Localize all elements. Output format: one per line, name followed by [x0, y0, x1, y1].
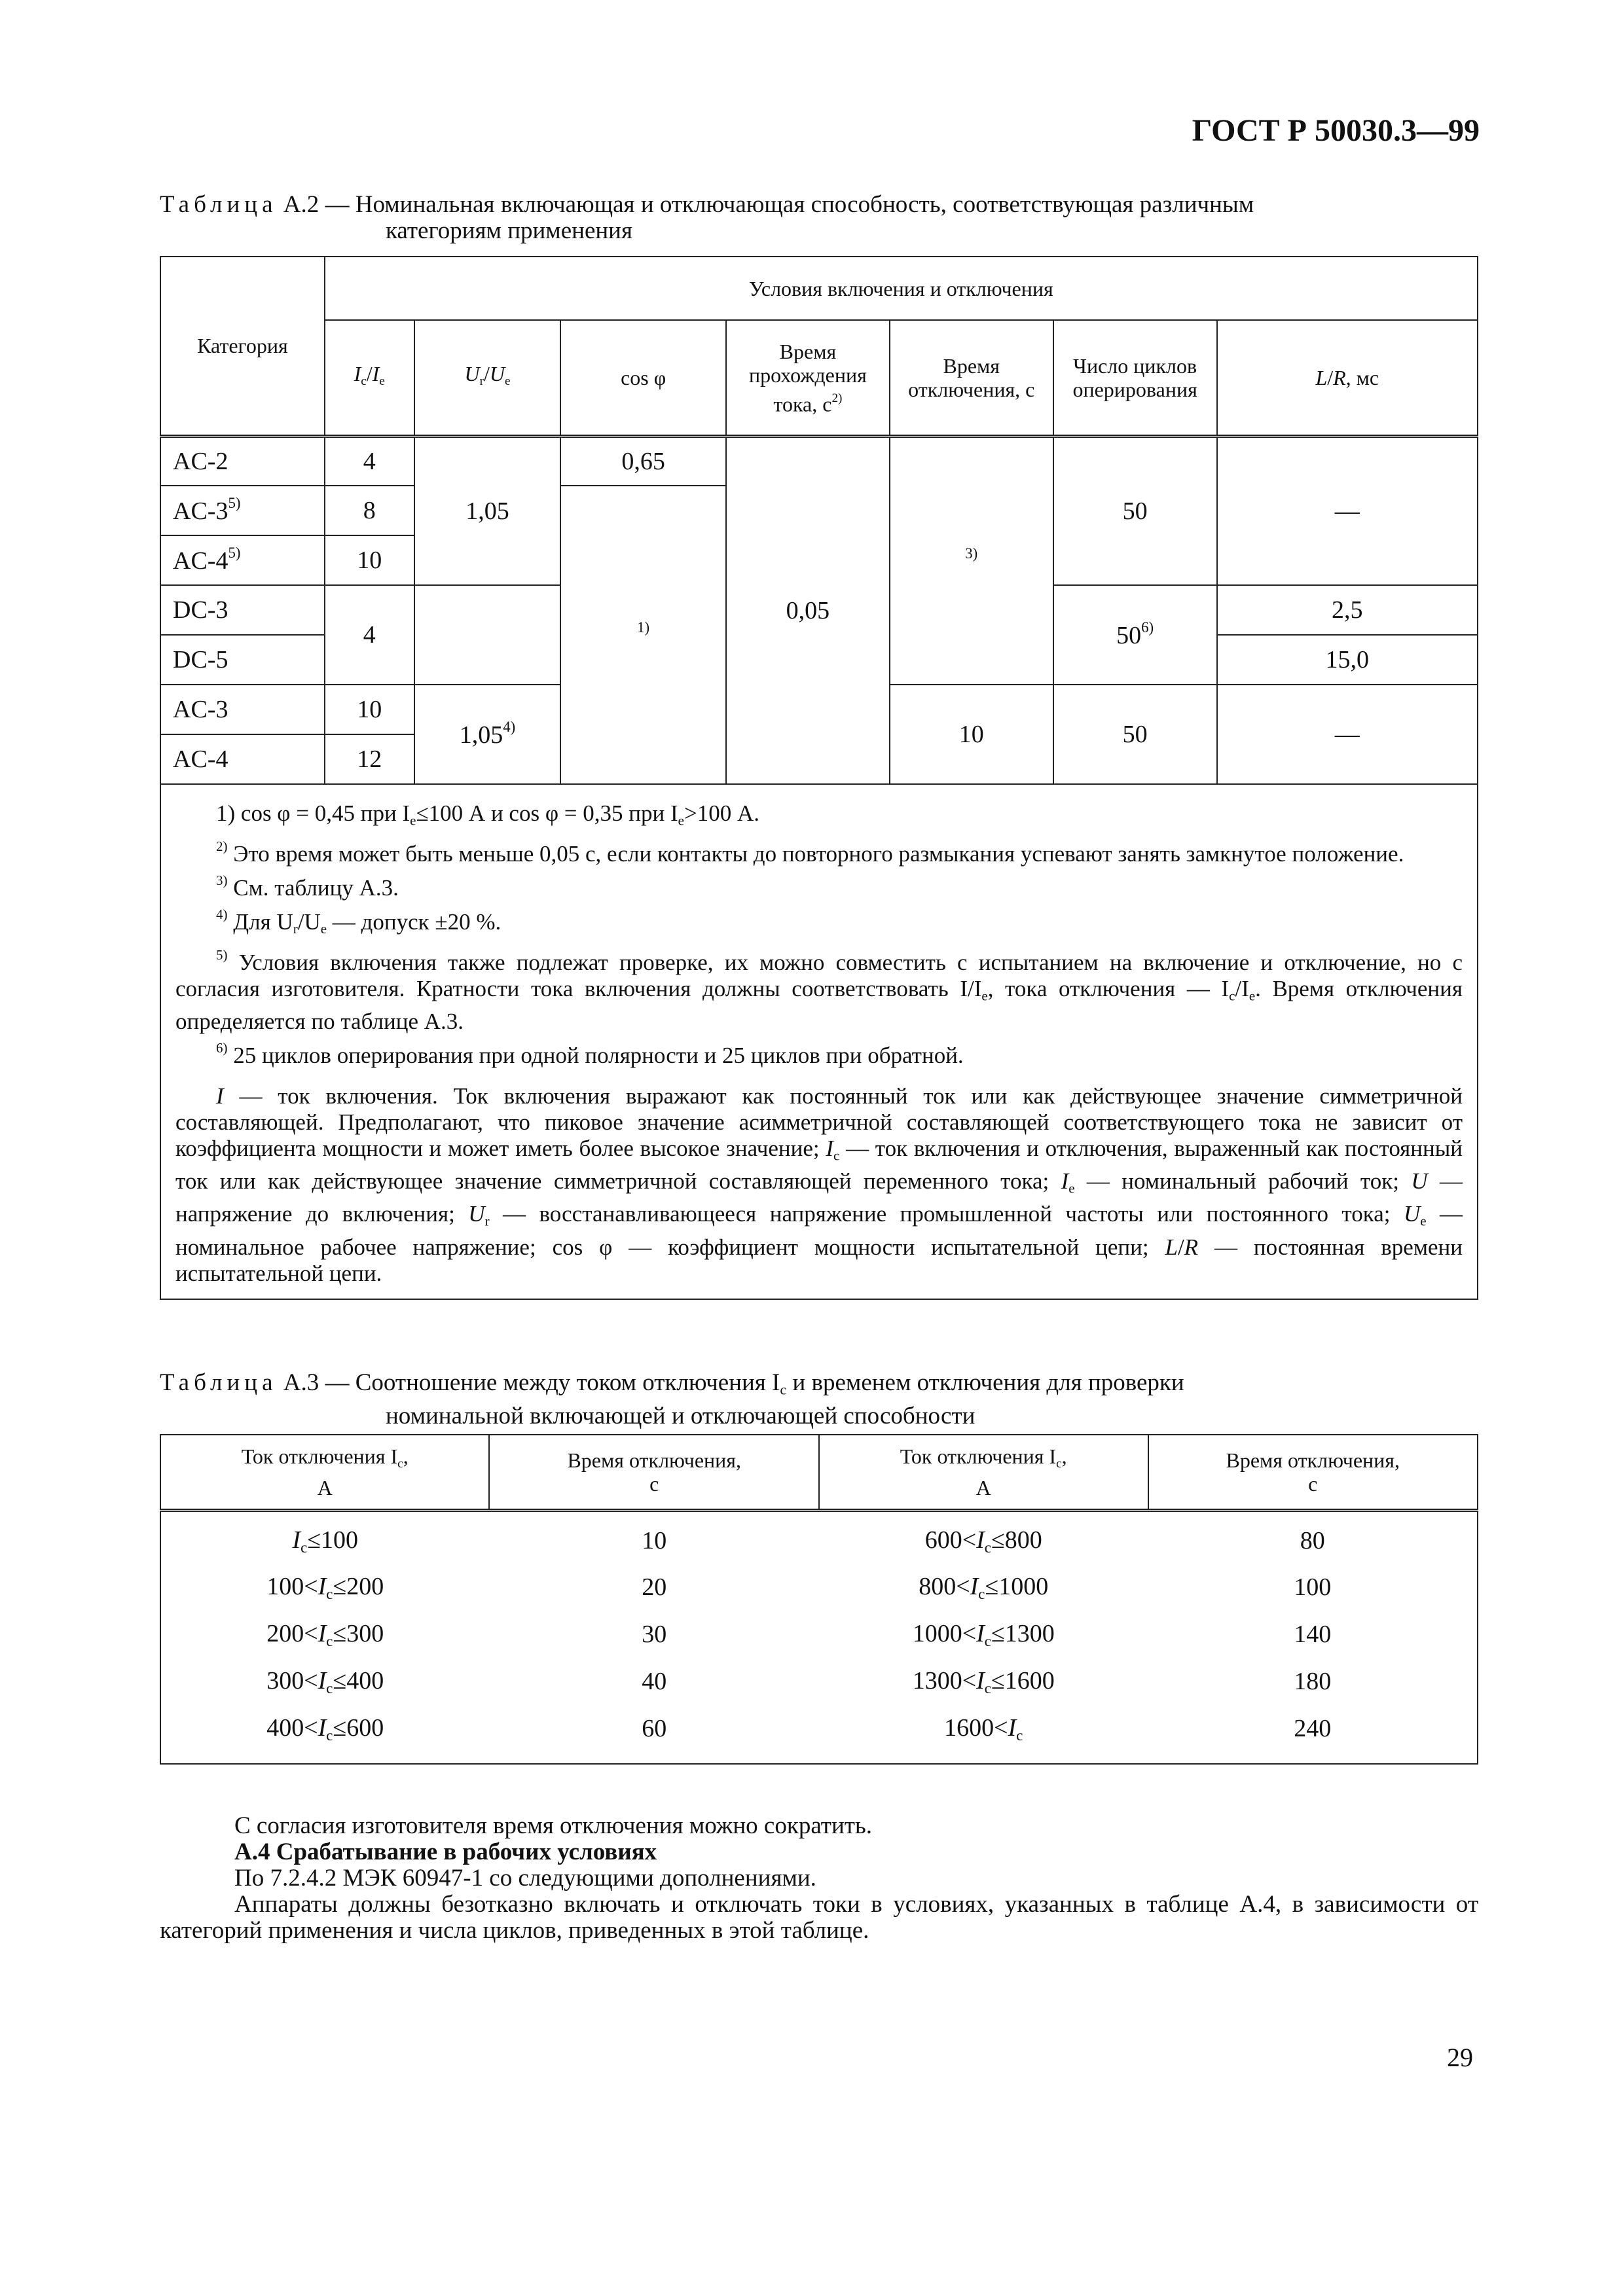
cell-lr: 2,5	[1217, 585, 1478, 635]
cell-ic: 8	[325, 486, 414, 535]
page-number: 29	[1447, 2043, 1473, 2072]
footnote-2: $^{2)}$ Это время может быть меньше 0,05 с, если контакты до повторного размыкания успевают занять замкнутое положение.	[216, 838, 1404, 867]
cell-time: 20	[642, 1573, 667, 1601]
cell-lr: —	[1217, 685, 1478, 784]
caption-text: А.3 — Соотношение между током отключения I	[283, 1369, 780, 1396]
table-row	[160, 1510, 1478, 1564]
cell-range: $200<I_c\le 300$	[266, 1619, 384, 1649]
footnote-4: $^{4)}$ Для $U_r/U_e$ — допуск ±20 %.	[216, 906, 501, 937]
cell-category: DC-5	[160, 635, 325, 685]
header-ic-ie: $I_c/I_e$	[325, 320, 414, 436]
cell-range: $400<I_c\le 600$	[266, 1713, 384, 1744]
header-time-2: Время отключения, с	[1148, 1435, 1478, 1510]
cell-category: AC-4$^{5)}$	[160, 535, 325, 585]
table-row	[160, 1611, 1478, 1658]
cell-time: 10	[642, 1527, 667, 1555]
header-current-2: Ток отключения $I_c$, А	[819, 1435, 1148, 1510]
cell-range: $1600<I_c$	[944, 1713, 1023, 1744]
cell-time: 140	[1294, 1621, 1332, 1648]
cell-cos-note: 1)	[560, 486, 726, 784]
header-cos: cos φ	[560, 320, 726, 436]
cell-ur-blank	[414, 585, 561, 685]
table-bottom-pad	[160, 1752, 1478, 1764]
cell-range: $600<I_c\le 800$	[924, 1526, 1042, 1556]
cell-ic: 12	[325, 734, 414, 784]
cell-range: $800<I_c\le 1000$	[919, 1572, 1049, 1602]
table-a3-body	[160, 1510, 1478, 1764]
table-a3	[160, 1434, 1478, 1765]
table-row	[160, 1564, 1478, 1611]
caption-continuation: номинальной включающей и отключающей способности	[386, 1402, 976, 1429]
footnotes	[160, 784, 1478, 1299]
caption-continuation: категориям применения	[386, 217, 632, 244]
cell-category: AC-3$^{5)}$	[160, 486, 325, 535]
cell-off-time: 3)	[890, 436, 1053, 685]
cell-flow-time: 0,05	[726, 436, 890, 784]
cell-ur: 1,05$^{4)}$	[414, 685, 561, 784]
cell-category: AC-4	[160, 734, 325, 784]
table-note: I — ток включения. Ток включения выражают как постоянный ток или как действующее значение симметричной составляющей. Предполагают, что пиковое значение асимметричной составляющей соответствующего тока не зависит от коэффициента мощности и может иметь более высокое значение; $I_c$ — ток включения и отключения, выраженный как постоянный ток или как действующее значение симметричной составляющей переменного тока; $I_e$ — номинальный рабочий ток; U — напряжение до включения; $U_r$ — восстанавливающееся напряжение промышленной частоты или постоянного тока; $U_e$ — номинальное рабочее напряжение; cos φ — коэффициент мощности испытательной цепи; L/R — постоянная времени испытательной цепи.	[175, 1083, 1463, 1286]
table-a3-caption: Таблица А.3 — Соотношение между током отключения $I_c$ и временем отключения для проверки номинальной включающей и отключающей способности	[160, 1369, 1184, 1429]
caption-label: Таблица	[160, 1369, 278, 1396]
cell-category: AC-2	[160, 436, 325, 486]
cell-ic: 4	[325, 585, 414, 685]
cell-ic: 10	[325, 685, 414, 734]
cell-time: 80	[1300, 1527, 1325, 1555]
header-lr: L/R, мс	[1217, 320, 1478, 436]
cell-lr: 15,0	[1217, 635, 1478, 685]
header-off-time: Время отключения, с	[890, 320, 1053, 436]
cell-time: 40	[642, 1668, 667, 1695]
cell-ur: 1,05	[414, 436, 561, 585]
body-text	[160, 1813, 1478, 1944]
cell-time: 180	[1294, 1668, 1332, 1695]
document-code: ГОСТ Р 50030.3—99	[1192, 113, 1480, 148]
cell-lr: —	[1217, 436, 1478, 585]
cell-ic: 10	[325, 535, 414, 585]
cell-cycles: 50	[1053, 685, 1217, 784]
header-time-1: Время отключения, с	[489, 1435, 818, 1510]
caption-text: А.2 — Номинальная включающая и отключающая способность, соответствующая различным	[283, 191, 1254, 218]
table-a2-caption	[160, 192, 1254, 244]
header-current-1: Ток отключения $I_c$, А	[160, 1435, 489, 1510]
header-category: Категория	[160, 257, 325, 436]
footnote-3: $^{3)}$ См. таблицу А.3.	[216, 872, 399, 901]
paragraph: С согласия изготовителя время отключения можно сократить.	[234, 1812, 873, 1839]
cell-category: AC-3	[160, 685, 325, 734]
header-cycles: Число циклов оперирования	[1053, 320, 1217, 436]
footnotes-row	[160, 784, 1478, 1299]
cell-ic: 4	[325, 436, 414, 486]
cell-range: $1000<I_c\le 1300$	[912, 1619, 1055, 1649]
caption-label: Таблица	[160, 191, 278, 218]
cell-time: 60	[642, 1715, 667, 1742]
cell-time: 240	[1294, 1715, 1332, 1742]
cell-time: 100	[1294, 1573, 1332, 1601]
header-ur-ue: $U_r/U_e$	[414, 320, 561, 436]
cell-cycles: 50$^{6)}$	[1053, 585, 1217, 685]
footnote-1: 1) cos φ = 0,45 при $I_e\le 100$ А и cos φ = 0,35 при $I_e>100$ А.	[216, 800, 759, 829]
table-row	[160, 1658, 1478, 1705]
cell-range: $I_c\le 100$	[292, 1526, 359, 1556]
footnote-5: $^{5)}$ Условия включения также подлежат проверке, их можно совместить с испытанием на включение и отключение, но с согласия изготовителя. Кратности тока включения должны соответствовать $I/I_e$, тока отключения — $I_c/I_e$. Время отключения определяется по таблице А.3.	[175, 946, 1463, 1034]
table-a2	[160, 256, 1478, 1300]
header-flow-time: Время прохождения тока, $с^{2)}$	[726, 320, 890, 436]
cell-range: $300<I_c\le 400$	[266, 1666, 384, 1696]
cell-cos: 0,65	[560, 436, 726, 486]
cell-category: DC-3	[160, 585, 325, 635]
cell-range: $100<I_c\le 200$	[266, 1572, 384, 1602]
section-heading: А.4 Срабатывание в рабочих условиях	[234, 1839, 657, 1865]
cell-cycles: 50	[1053, 436, 1217, 585]
caption-text-end: и временем отключения для проверки	[786, 1369, 1184, 1396]
table-row	[160, 436, 1478, 486]
pad-cell	[160, 1752, 1478, 1764]
cell-off-time: 10	[890, 685, 1053, 784]
table-row	[160, 1705, 1478, 1752]
cell-time: 30	[642, 1621, 667, 1648]
paragraph: Аппараты должны безотказно включать и отключать токи в условиях, указанных в таблице А.4, в зависимости от категорий применения и числа циклов, приведенных в этой таблице.	[160, 1891, 1478, 1944]
header-conditions: Условия включения и отключения	[325, 257, 1478, 320]
paragraph: По 7.2.4.2 МЭК 60947-1 со следующими дополнениями.	[234, 1865, 816, 1892]
footnote-6: $^{6)}$ 25 циклов оперирования при одной полярности и 25 циклов при обратной.	[216, 1039, 964, 1068]
cell-range: $1300<I_c\le 1600$	[912, 1666, 1055, 1696]
